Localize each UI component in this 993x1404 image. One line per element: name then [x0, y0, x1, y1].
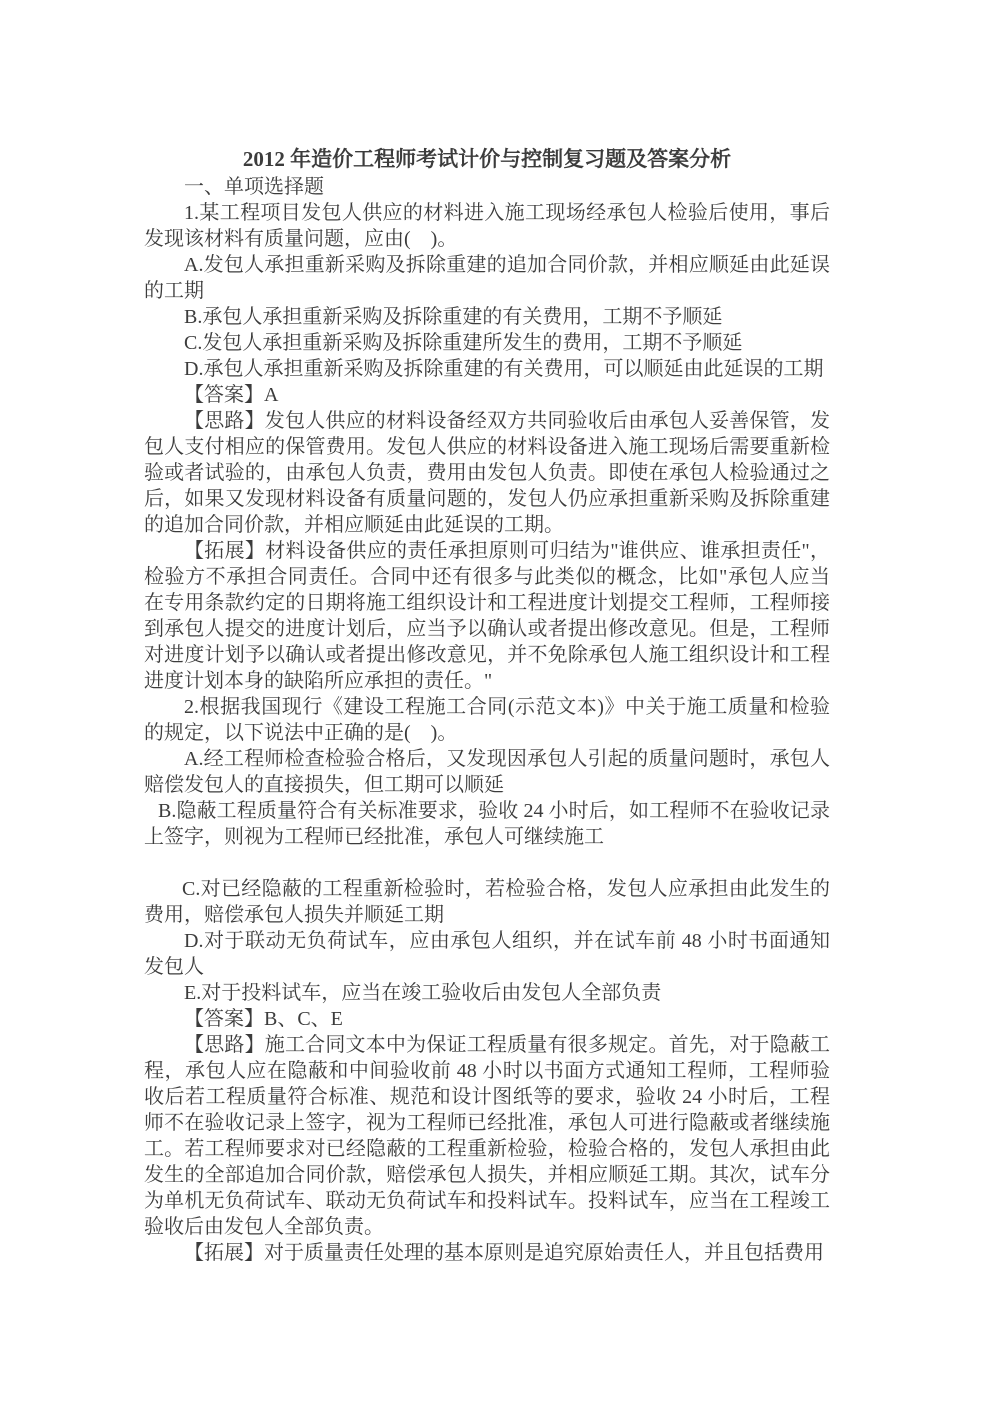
- document-body: [144, 144, 830, 1266]
- q1-answer: 【答案】A: [184, 384, 279, 406]
- section-heading: 一、单项选择题: [184, 176, 324, 198]
- q2-option-e: E.对于投料试车，应当在竣工验收后由发包人全部负责: [184, 982, 662, 1004]
- q2-expansion: 【拓展】对于质量责任处理的基本原则是追究原始责任人，并且包括费用: [184, 1242, 824, 1264]
- q1-option-a: A.发包人承担重新采购及拆除重建的追加合同价款，并相应顺延由此延误的工期: [144, 254, 830, 302]
- q1-option-b: B.承包人承担重新采购及拆除重建的有关费用，工期不予顺延: [184, 306, 723, 328]
- question-1: 1.某工程项目发包人供应的材料进入施工现场经承包人检验后使用，事后发现该材料有质量问题，应由( )。: [144, 202, 830, 250]
- q1-option-c: C.发包人承担重新采购及拆除重建所发生的费用，工期不予顺延: [184, 332, 743, 354]
- q1-expansion: 【拓展】材料设备供应的责任承担原则可归结为"谁供应、谁承担责任"，检验方不承担合同责任。合同中还有很多与此类似的概念，比如"承包人应当在专用条款约定的日期将施工组织设计和工程进度计划提交工程师，工程师接到承包人提交的进度计划后，应当予以确认或者提出修改意见。但是，工程师对进度计划予以确认或者提出修改意见，并不免除承包人施工组织设计和工程进度计划本身的缺陷所应承担的责任。": [144, 540, 830, 692]
- q2-option-d: D.对于联动无负荷试车，应由承包人组织，并在试车前 48 小时书面通知发包人: [144, 930, 830, 978]
- q2-answer: 【答案】B、C、E: [184, 1008, 343, 1030]
- q2-option-a: A.经工程师检查检验合格后，又发现因承包人引起的质量问题时，承包人赔偿发包人的直接损失，但工期可以顺延: [144, 748, 830, 796]
- q1-analysis: 【思路】发包人供应的材料设备经双方共同验收后由承包人妥善保管，发包人支付相应的保管费用。发包人供应的材料设备进入施工现场后需要重新检验或者试验的，由承包人负责，费用由发包人负责。即使在承包人检验通过之后，如果又发现材料设备有质量问题的，发包人仍应承担重新采购及拆除重建的追加合同价款，并相应顺延由此延误的工期。: [144, 410, 830, 536]
- document-title: 2012 年造价工程师考试计价与控制复习题及答案分析: [242, 147, 732, 171]
- q2-option-c: C.对已经隐蔽的工程重新检验时，若检验合格，发包人应承担由此发生的费用，赔偿承包人损失并顺延工期: [144, 878, 830, 926]
- question-2: 2.根据我国现行《建设工程施工合同(示范文本)》中关于施工质量和检验的规定，以下说法中正确的是( )。: [144, 696, 830, 744]
- blank-line: [144, 850, 830, 876]
- q2-option-b: B.隐蔽工程质量符合有关标准要求，验收 24 小时后，如工程师不在验收记录上签字，则视为工程师已经批准，承包人可继续施工: [144, 800, 830, 848]
- q2-analysis: 【思路】施工合同文本中为保证工程质量有很多规定。首先，对于隐蔽工程，承包人应在隐蔽和中间验收前 48 小时以书面方式通知工程师，工程师验收后若工程质量符合标准、规范和设计图纸等的要求，验收 24 小时后，工程师不在验收记录上签字，视为工程师已经批准，承包人可进行隐蔽或者继续施工。若工程师要求对已经隐蔽的工程重新检验，检验合格的，发包人承担由此发生的全部追加合同价款，赔偿承包人损失，并相应顺延工期。其次，试车分为单机无负荷试车、联动无负荷试车和投料试车。投料试车，应当在工程竣工验收后由发包人全部负责。: [144, 1034, 830, 1238]
- q1-option-d: D.承包人承担重新采购及拆除重建的有关费用，可以顺延由此延误的工期: [184, 358, 824, 380]
